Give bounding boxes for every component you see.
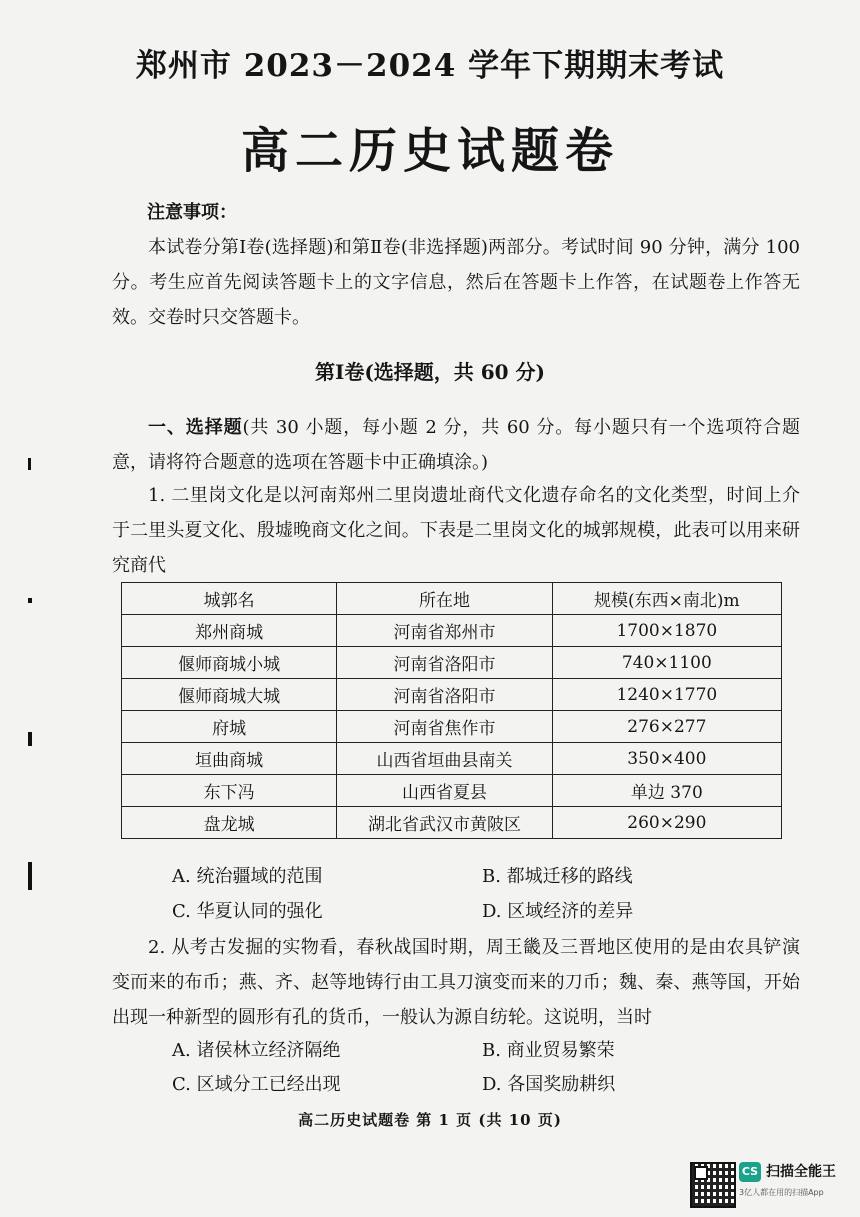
table-row — [122, 807, 782, 839]
section-instructions — [112, 410, 800, 480]
table-cell: 河南省洛阳市 — [337, 679, 552, 711]
table-cell: 260×290 — [552, 807, 781, 839]
table-cell: 276×277 — [552, 711, 781, 743]
notice-text: 本试卷分第Ⅰ卷(选择题)和第Ⅱ卷(非选择题)两部分。考试时间 90 分钟，满分 100 分。考生应首先阅读答题卡上的文字信息，然后在答题卡上作答，在试题卷上作答无效。交卷时只交答题卡。 — [112, 237, 800, 328]
table-cell: 盘龙城 — [122, 807, 337, 839]
table-cell: 湖北省武汉市黄陂区 — [337, 807, 552, 839]
q1-option-c: C. 华夏认同的强化 — [172, 901, 323, 922]
q1-option-b: B. 都城迁移的路线 — [482, 866, 633, 887]
q1-table — [121, 582, 782, 839]
exam-title: 郑州市 2023－2024 学年下期期末考试 — [135, 48, 725, 84]
scan-edge-mark — [28, 732, 32, 746]
table-cell: 河南省洛阳市 — [337, 647, 552, 679]
table-cell: 府城 — [122, 711, 337, 743]
table-header: 规模(东西×南北)m — [552, 583, 781, 615]
table-cell: 740×1100 — [552, 647, 781, 679]
q1-option-d: D. 区域经济的差异 — [482, 901, 634, 922]
q2-option-c: C. 区域分工已经出现 — [172, 1074, 341, 1095]
table-header-row — [122, 583, 782, 615]
scan-edge-mark — [28, 458, 31, 470]
table-cell: 河南省焦作市 — [337, 711, 552, 743]
notice-heading: 注意事项： — [147, 202, 237, 223]
q2-option-d: D. 各国奖励耕织 — [482, 1074, 616, 1095]
question-1-stem: 1. 二里岗文化是以河南郑州二里岗遗址商代文化遗存命名的文化类型，时间上介于二里头夏文化、殷墟晚商文化之间。下表是二里岗文化的城郭规模，此表可以用来研究商代 — [112, 485, 800, 576]
table-row — [122, 743, 782, 775]
table-cell: 垣曲商城 — [122, 743, 337, 775]
instr-text: (共 30 小题，每小题 2 分，共 60 分。每小题只有一个选项符合题意，请将符合题意的选项在答题卡中正确填涂。) — [112, 417, 800, 473]
table-cell: 1700×1870 — [552, 615, 781, 647]
table-cell: 河南省郑州市 — [337, 615, 552, 647]
table-header: 所在地 — [337, 583, 552, 615]
table-cell: 郑州商城 — [122, 615, 337, 647]
table-cell: 山西省夏县 — [337, 775, 552, 807]
section-heading: 第Ⅰ卷(选择题，共 60 分) — [314, 360, 546, 384]
table-cell: 东下冯 — [122, 775, 337, 807]
question-2-stem: 2. 从考古发掘的实物看，春秋战国时期，周王畿及三晋地区使用的是由农具铲演变而来的布币；燕、齐、赵等地铸行由工具刀演变而来的刀币；魏、秦、燕等国，开始出现一种新型的圆形有孔的货币，一般认为源自纺轮。这说明，当时 — [112, 937, 800, 1028]
table-row — [122, 679, 782, 711]
table-row — [122, 711, 782, 743]
table-row — [122, 615, 782, 647]
table-cell: 偃师商城小城 — [122, 647, 337, 679]
table-cell: 350×400 — [552, 743, 781, 775]
table-cell: 1240×1770 — [552, 679, 781, 711]
instr-label: 一、选择题 — [148, 417, 243, 438]
table-row — [122, 647, 782, 679]
table-cell: 偃师商城大城 — [122, 679, 337, 711]
table-header: 城郭名 — [122, 583, 337, 615]
q2-option-a: A. 诸侯林立经济隔绝 — [172, 1040, 341, 1061]
camscanner-slogan: 3亿人都在用的扫描App — [739, 1188, 824, 1197]
page-footer: 高二历史试题卷 第 1 页 (共 10 页) — [298, 1111, 562, 1129]
qr-code-icon — [690, 1162, 736, 1208]
exam-subject-title: 高二历史试题卷 — [240, 123, 619, 179]
q1-option-a: A. 统治疆域的范围 — [172, 866, 323, 887]
table-cell: 单边 370 — [552, 775, 781, 807]
scan-edge-mark — [28, 862, 32, 890]
camscanner-logo-icon: CS — [739, 1162, 761, 1182]
camscanner-name: 扫描全能王 — [766, 1164, 836, 1180]
scan-edge-mark — [28, 598, 32, 603]
table-row — [122, 775, 782, 807]
table-cell: 山西省垣曲县南关 — [337, 743, 552, 775]
q2-option-b: B. 商业贸易繁荣 — [482, 1040, 615, 1061]
